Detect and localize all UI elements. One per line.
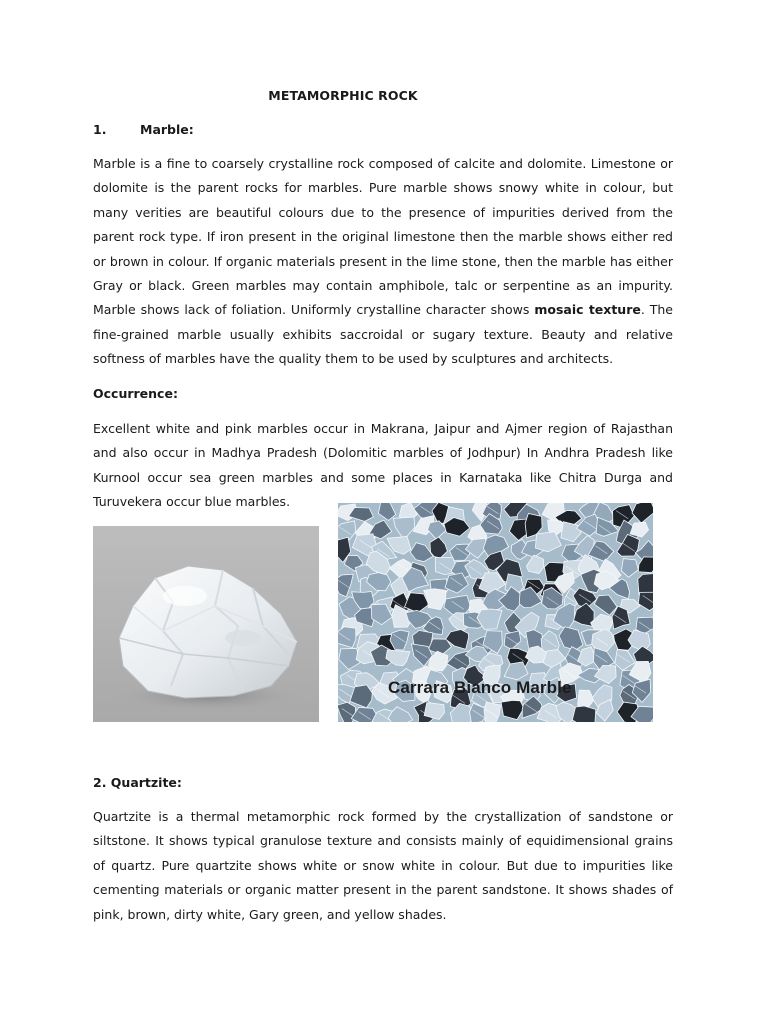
section-heading-quartzite: 2. Quartzite:	[93, 775, 182, 790]
occurrence-heading: Occurrence:	[93, 386, 178, 401]
quartzite-description: Quartzite is a thermal metamorphic rock formed by the crystallization of sandstone or siltstone. It shows typical granulose texture and consists mainly of equidimensional grains of quartz. Pure quartzite shows white or snow white in colour. But due to impurities like cementing materials or organic matter present in the parent sandstone. It shows shades of pink, brown, dirty white, Gary green, and yellow shades.	[93, 809, 673, 922]
document-title: METAMORPHIC ROCK	[268, 88, 418, 103]
occurrence-text: Excellent white and pink marbles occur in Makrana, Jaipur and Ajmer region of Rajasthan and also occur in Madhya Pradesh (Dolomitic marbles of Jodhpur) In Andhra Pradesh like Kurnool occur sea green marbles and some places in Karnataka like Chitra Durga and Turuvekera occur blue marbles.	[93, 421, 673, 510]
section-number: 1.	[93, 122, 107, 137]
marble-specimen-drawing	[93, 526, 319, 722]
marble-micrograph-image	[338, 503, 653, 722]
crystal-grain	[338, 627, 356, 648]
marble-specimen-image	[93, 526, 319, 722]
section-heading-marble	[93, 122, 194, 137]
section-title: Marble:	[140, 122, 194, 137]
marble-description	[93, 152, 673, 372]
marble-text-before: Marble is a fine to coarsely crystalline rock composed of calcite and dolomite. Limestone or dolomite is the parent rocks for marbles. Pure marble shows snowy white in colour, but many verities are beautiful colours due to the presence of impurities derived from the parent rock type. If iron present in the original limestone then the marble shows either red or brown in colour. If organic materials present in the lime stone, then the marble has either Gray or black. Green marbles may contain amphibole, talc or serpentine as an impurity. Marble shows lack of foliation. Uniformly crystalline character shows	[93, 156, 673, 318]
marble-text-after: . The fine-grained marble usually exhibits saccroidal or sugary texture. Beauty and relative softness of marbles have the quality them to be used by sculptures and architects.	[93, 302, 673, 367]
marble-text-bold: mosaic texture	[534, 302, 641, 318]
micrograph-caption: Carrara Bianco Marble	[388, 678, 572, 697]
crystal-grain	[572, 706, 596, 722]
